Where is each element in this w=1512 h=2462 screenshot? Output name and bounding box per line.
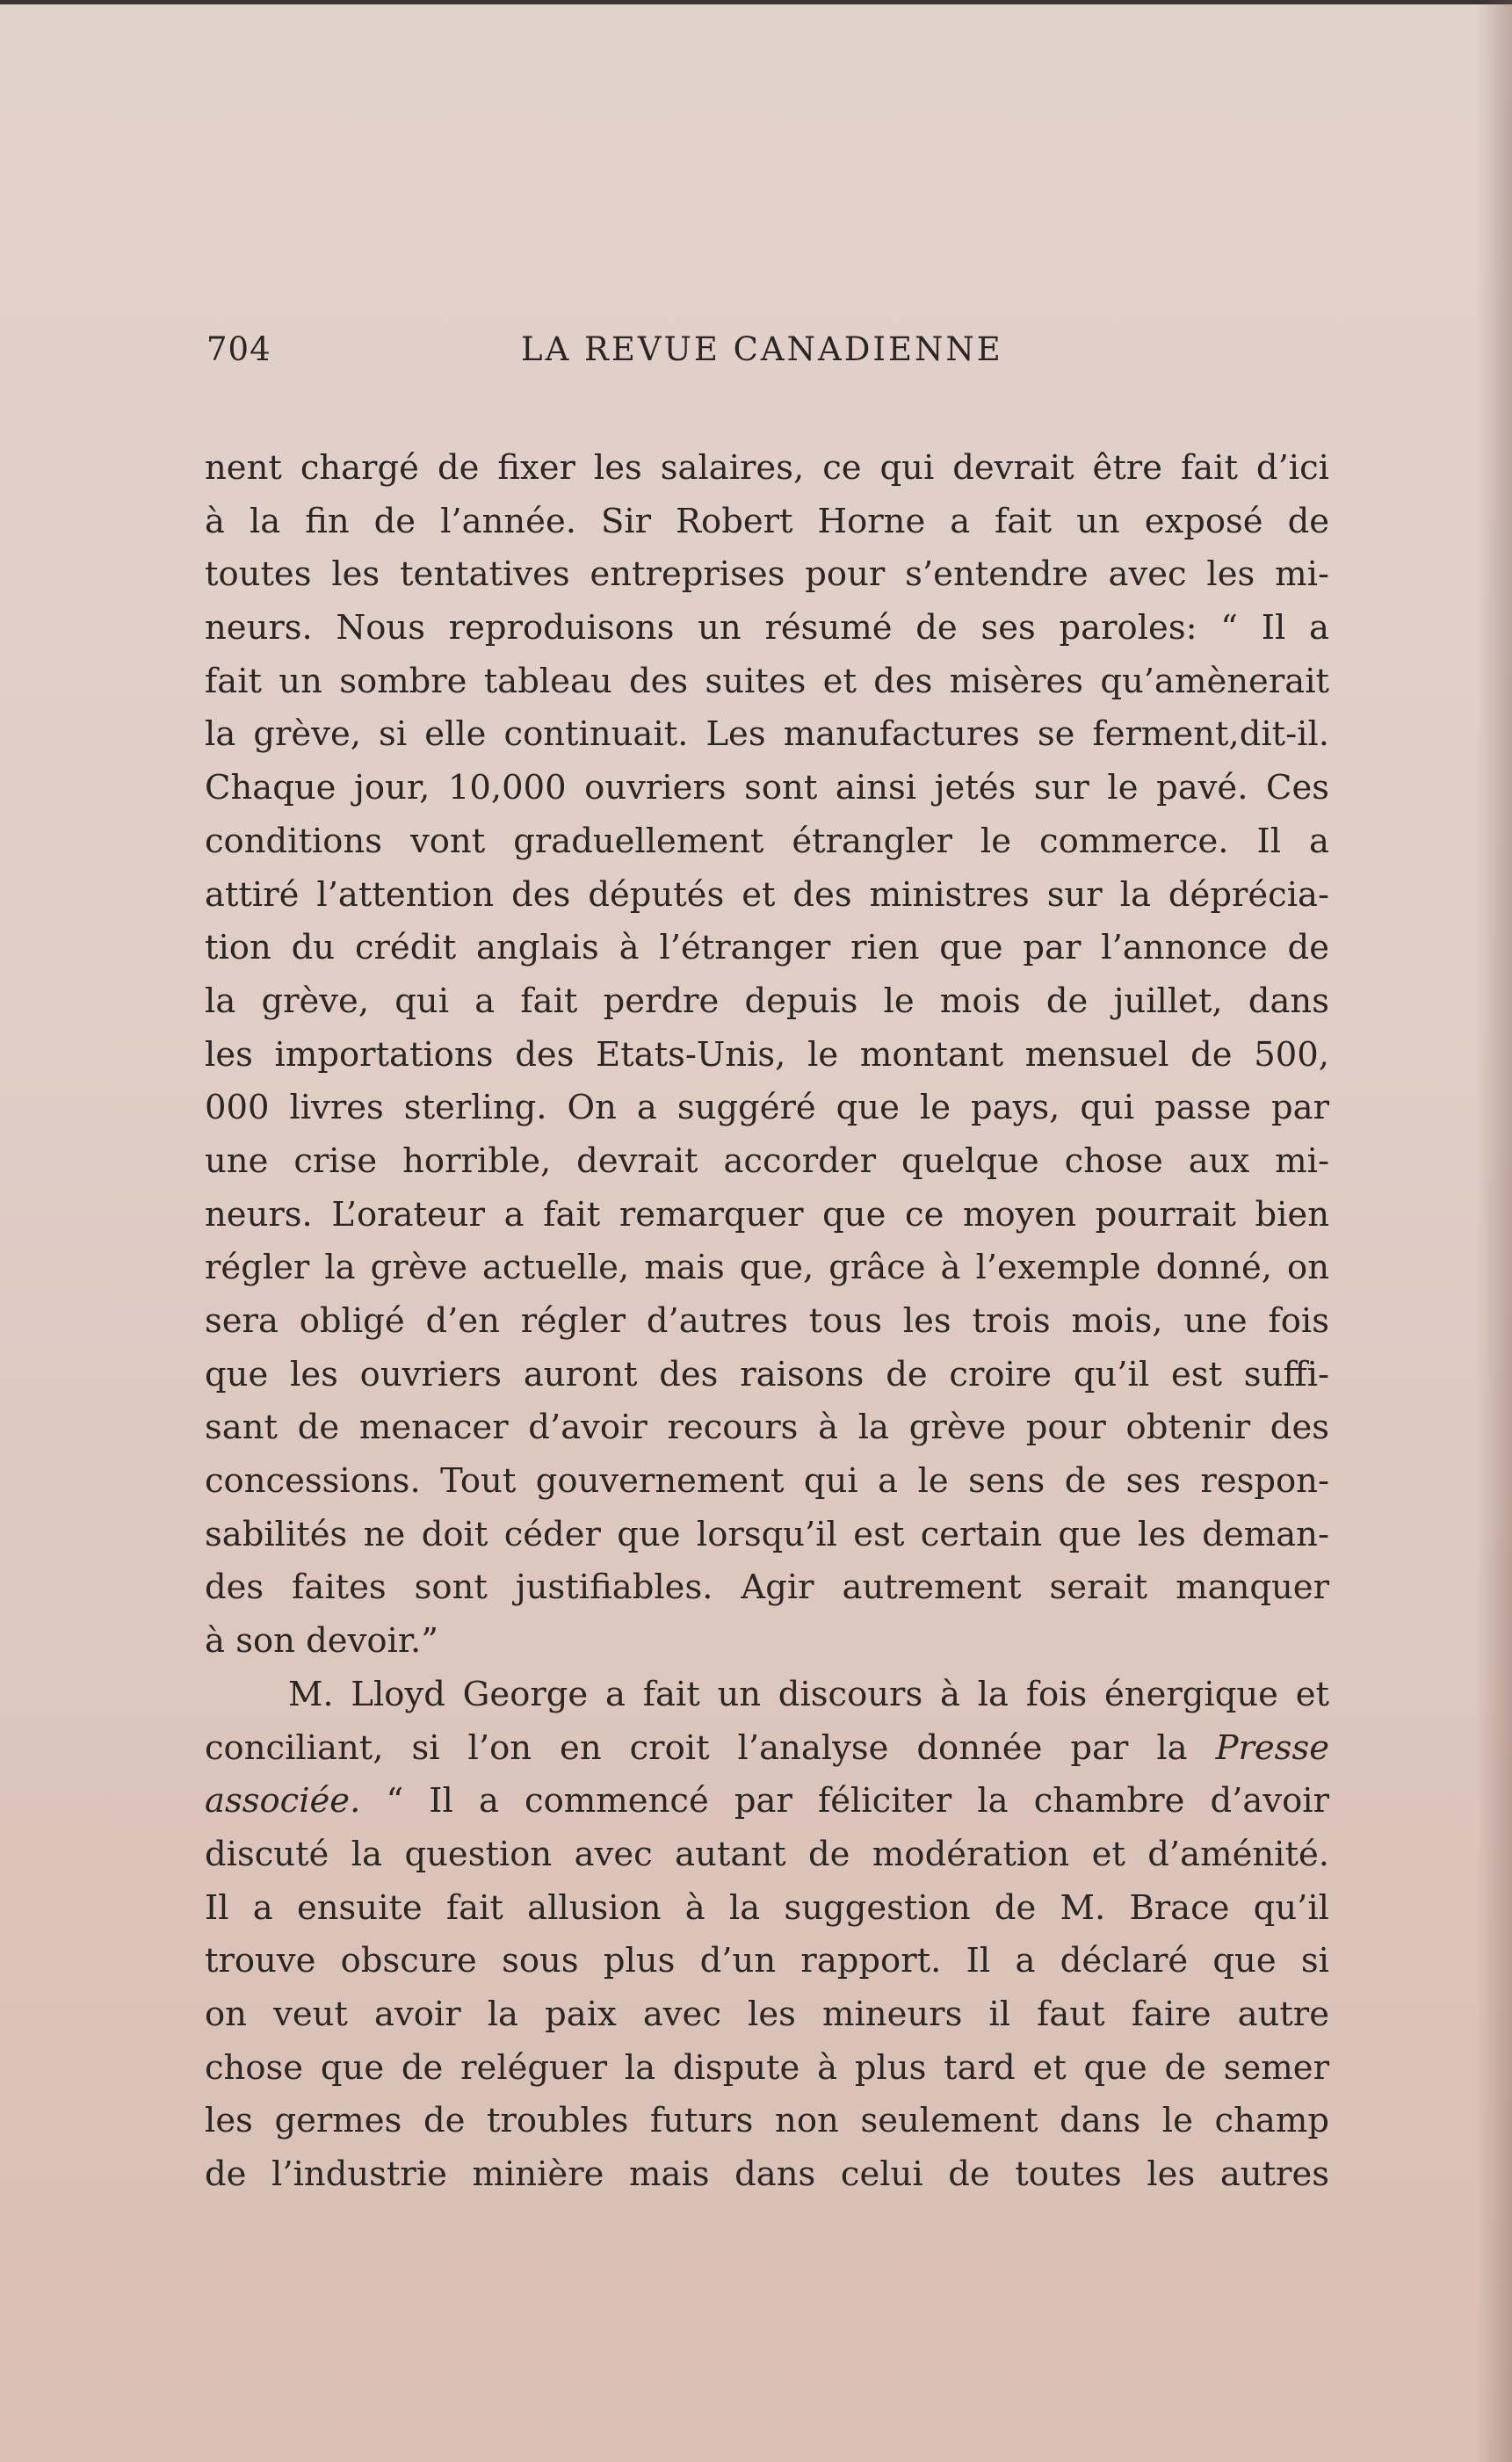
text-line: on veut avoir la paix avec les mineurs il faut faire autre [205, 1994, 1329, 2034]
text-line: concessions. Tout gouvernement qui a le sens de ses respon- [205, 1461, 1329, 1502]
text-line: régler la grève actuelle, mais que, grâce à l’exemple donné, on [205, 1248, 1329, 1288]
paragraph-end-line: à son devoir.” [205, 1621, 438, 1662]
text-line: à la fin de l’année. Sir Robert Horne a fait un exposé de [205, 501, 1329, 541]
text-line: conditions vont graduellement étrangler le commerce. Il a [205, 821, 1329, 861]
page-header [206, 323, 1331, 376]
text-line: sant de menacer d’avoir recours à la grève pour obtenir des [205, 1408, 1329, 1448]
text-line: neurs. Nous reproduisons un résumé de ses paroles: “ Il a [205, 608, 1329, 648]
text-line: Chaque jour, 10,000 ouvriers sont ainsi jetés sur le pavé. Ces [205, 768, 1329, 808]
page-gutter-shadow [1477, 0, 1512, 2462]
text-line: toutes les tentatives entreprises pour s’entendre avec les mi- [205, 554, 1329, 595]
paragraph-start-line: M. Lloyd George a fait un discours à la fois énergique et [288, 1674, 1329, 1714]
text-line [205, 1722, 1329, 1776]
text-line: de l’industrie minière mais dans celui de toutes les autres [205, 2154, 1329, 2194]
text-line: Il a ensuite fait allusion à la suggestion de M. Brace qu’il [205, 1887, 1329, 1928]
text-line: une crise horrible, devrait accorder quelque chose aux mi- [205, 1140, 1329, 1181]
body-text [205, 442, 1329, 2202]
text-line: la grève, qui a fait perdre depuis le mois de juillet, dans [205, 981, 1329, 1021]
text-line: fait un sombre tableau des suites et des misères qu’amènerait [205, 661, 1329, 701]
text-line: la grève, si elle continuait. Les manufactures se ferment,dit-il. [205, 714, 1329, 755]
text-line: tion du crédit anglais à l’étranger rien que par l’annonce de [205, 928, 1329, 968]
text-line: chose que de reléguer la dispute à plus tard et que de semer [205, 2047, 1329, 2088]
text-line: des faites sont justifiables. Agir autrement serait manquer [205, 1568, 1329, 1608]
text-segment: conciliant, si l’on en croit l’analyse donnée par la [205, 1727, 1188, 1768]
text-line: que les ouvriers auront des raisons de croire qu’il est suffi- [205, 1354, 1329, 1394]
text-line: les germes de troubles futurs non seulement dans le champ [205, 2101, 1329, 2141]
text-line: attiré l’attention des députés et des ministres sur la déprécia- [205, 874, 1329, 915]
text-line: sera obligé d’en régler d’autres tous les trois mois, une fois [205, 1301, 1329, 1341]
text-line: sabilités ne doit céder que lorsqu’il est certain que les deman- [205, 1514, 1329, 1554]
text-line: trouve obscure sous plus d’un rapport. Il a déclaré que si [205, 1941, 1329, 1981]
page-number: 704 [206, 330, 271, 368]
text-line: nent chargé de fixer les salaires, ce qui devrait être fait d’ici [205, 448, 1329, 488]
italic-title: Presse [1215, 1727, 1329, 1768]
text-line: les importations des Etats-Unis, le montant mensuel de 500, [205, 1034, 1329, 1075]
italic-title: associée. [205, 1781, 361, 1821]
text-line: discuté la question avec autant de modération et d’aménité. [205, 1834, 1329, 1874]
text-line [205, 1775, 1329, 1828]
text-line: 000 livres sterling. On a suggéré que le pays, qui passe par [205, 1088, 1329, 1128]
text-line: neurs. L’orateur a fait remarquer que ce moyen pourrait bien [205, 1194, 1329, 1235]
text-segment: “ Il a commencé par féliciter la chambre d’avoir [386, 1781, 1329, 1821]
running-title: LA REVUE CANADIENNE [521, 330, 1003, 368]
page-top-edge [0, 0, 1512, 4]
